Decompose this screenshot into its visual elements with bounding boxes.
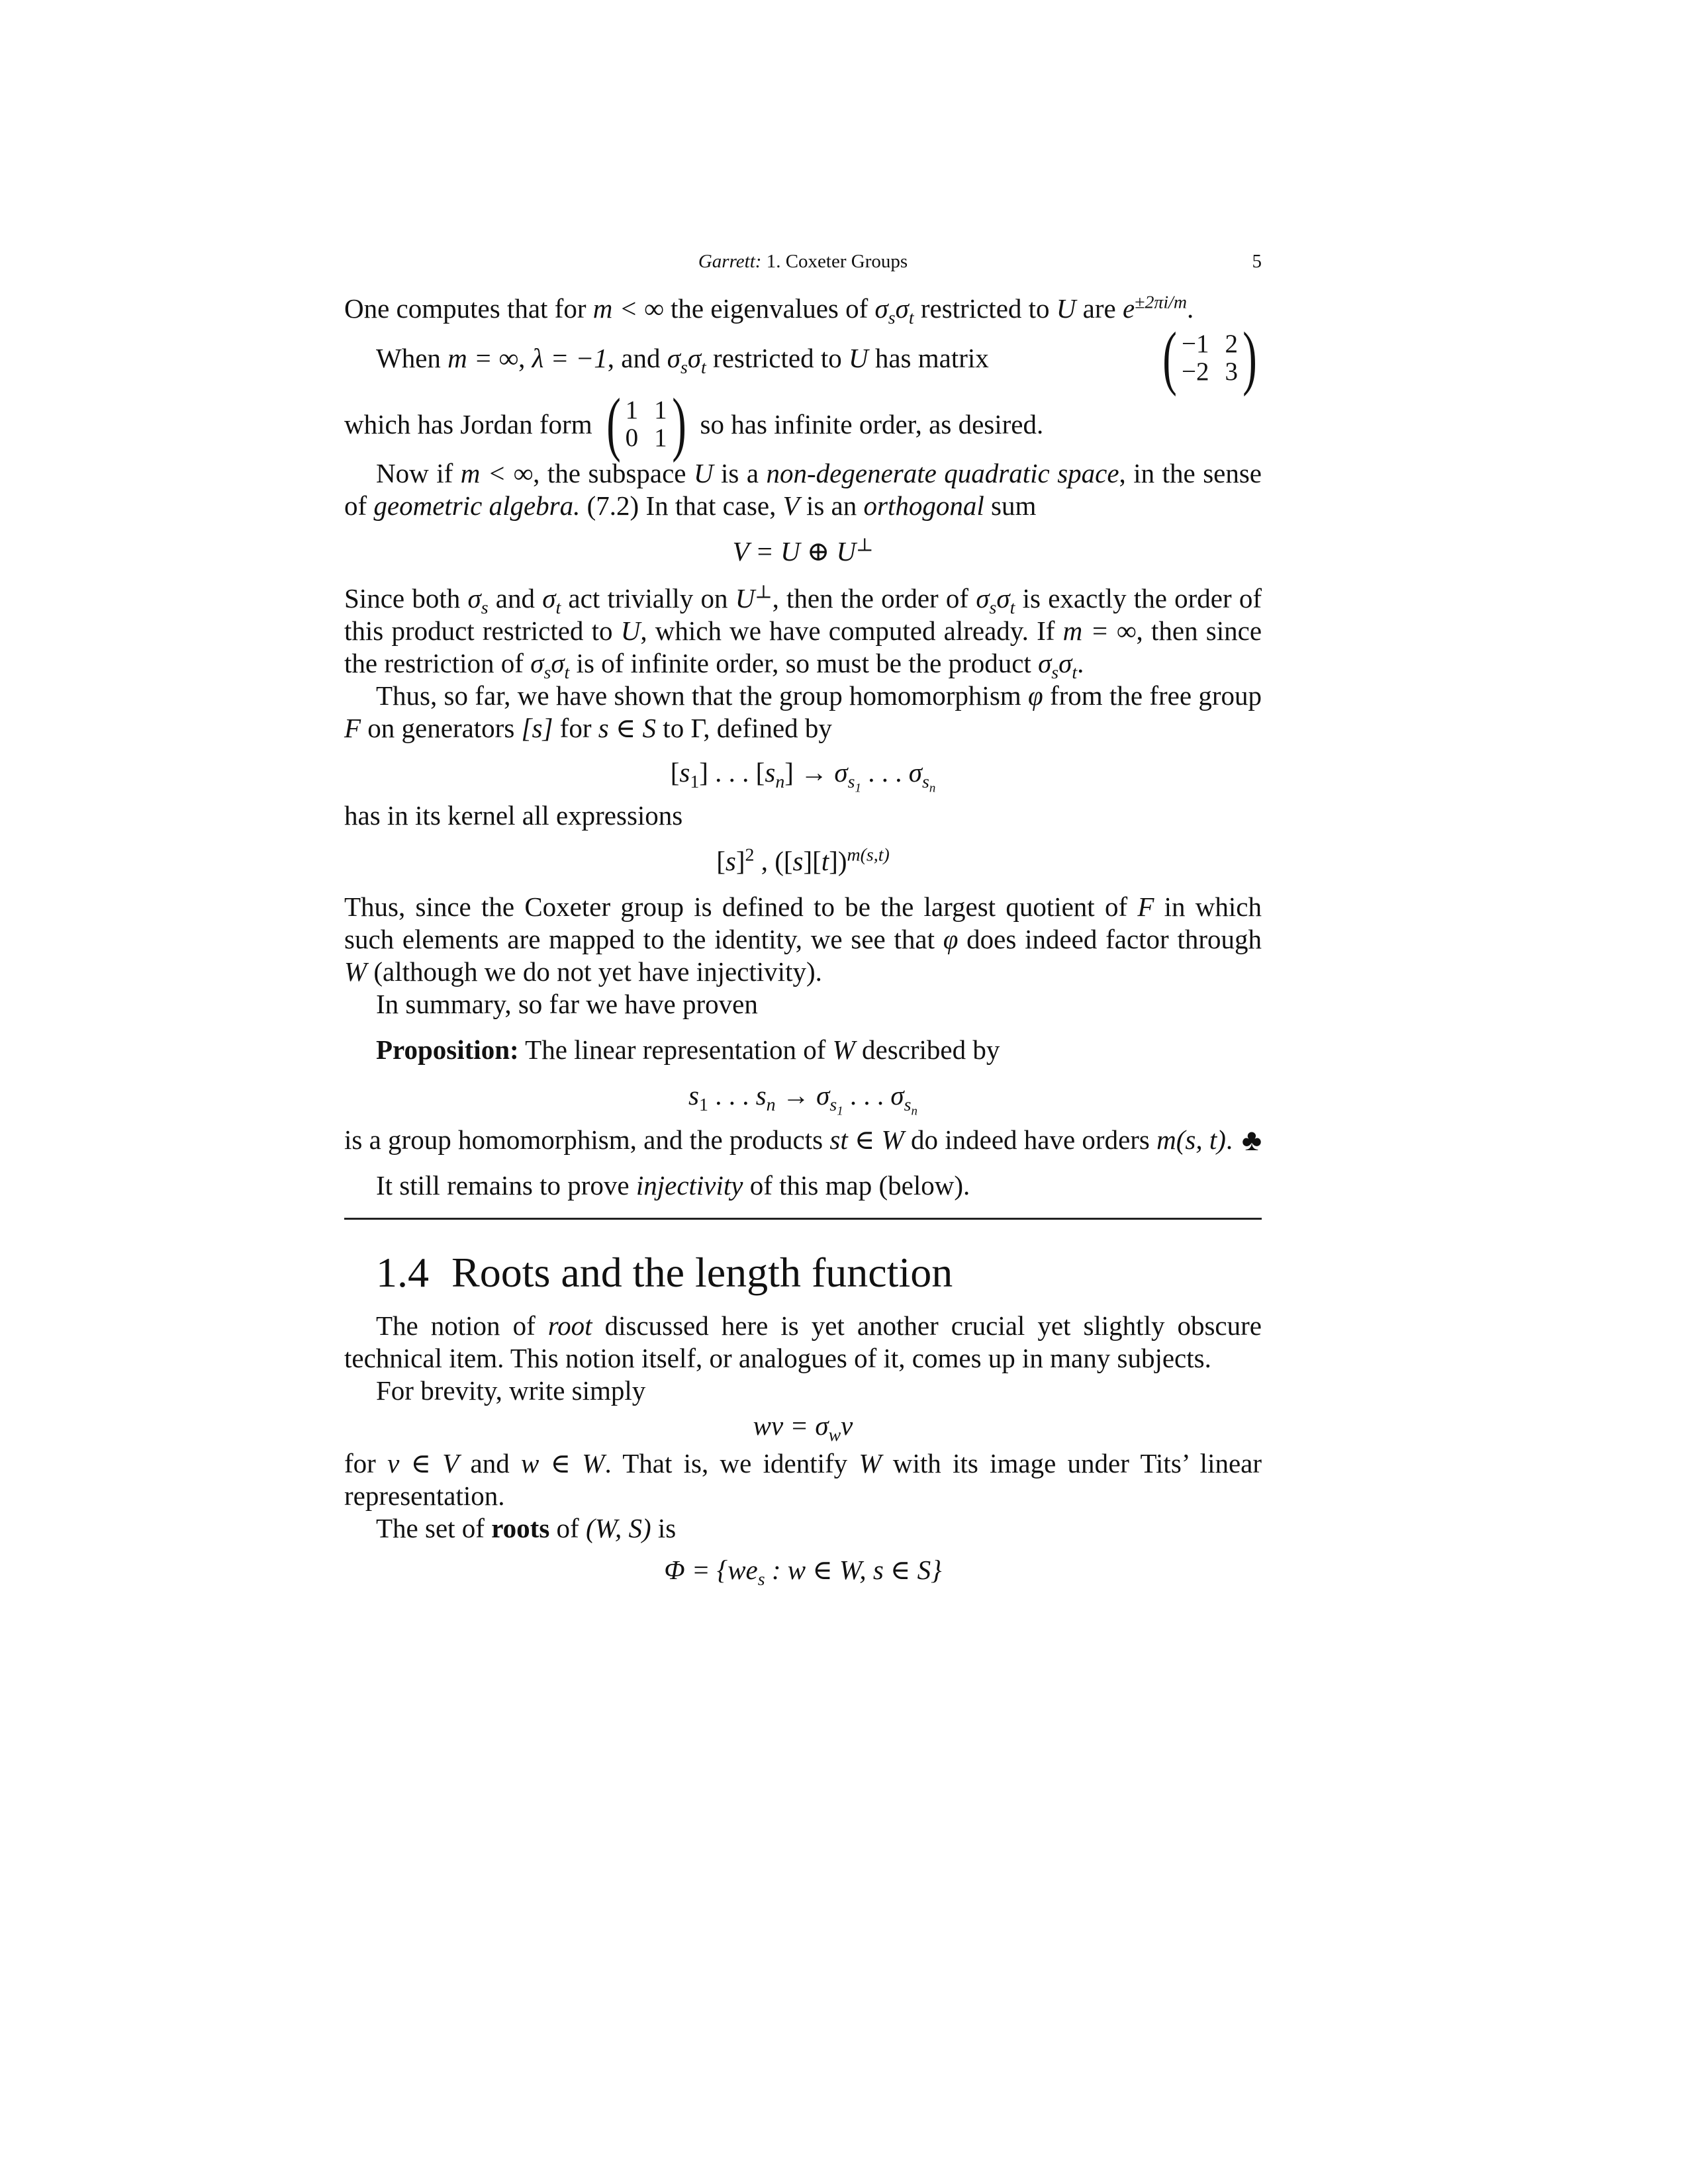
equation-representation: $s_1$ . . . $s_n \to \sigma_{s_1}$ . . . $\sigma_{s_n}$ (688, 1080, 917, 1118)
matrix-entry: 2 (1225, 330, 1239, 358)
matrix-entry: −1 (1182, 330, 1209, 358)
matrix-entry: 1 (654, 424, 667, 452)
proposition-label: Proposition: (376, 1034, 519, 1065)
paragraph-injectivity: It still remains to prove injectivity of this map (below). (376, 1170, 970, 1201)
paragraph-brevity: For brevity, write simply (376, 1375, 646, 1406)
equation-kernel-expressions: $[s]^2$ , $([s][t])^{m(s,t)}$ (716, 844, 890, 876)
paragraph-roots-definition: The set of roots of (W, S) is (376, 1513, 677, 1543)
paper-page (344, 245, 1262, 1590)
equation-action: wv = $\sigma_wv$ (753, 1410, 853, 1446)
proposition: Proposition: The linear representation of W described by (376, 1034, 1000, 1065)
running-head (344, 245, 1262, 278)
equation-roots-set: $\Phi = \{we_s$ : w ∈ W, s ∈ S} (664, 1555, 942, 1590)
paragraph-subspace: Now if m < ∞, the subspace U is a non-degenerate quadratic space, in the sense of geometric algebra. (7.2) In that case, V is an orthogonal sum (344, 458, 1262, 521)
paragraph-eigenvalues: One computes that for m < ∞ the eigenvalues of $\sigma_s\sigma_t$ restricted to U are $e^{\pm 2\pi i/m}$. (344, 292, 1194, 329)
matrix-entry: 0 (625, 424, 639, 452)
matrix-entry: 3 (1225, 357, 1239, 386)
paragraph-identification: for v ∈ V and w ∈ W. That is, we identify W with its image under Tits’ linear representation. (344, 1448, 1262, 1511)
paragraph-quotient: Thus, since the Coxeter group is defined to be the largest quotient of F in which such elements are mapped to the identity, we see that φ does indeed factor through W (although we do not yet have injectivity). (344, 891, 1262, 987)
left-paren: ( (1162, 318, 1177, 397)
paragraph-jordan-form: which has Jordan form ( 1 1 0 1 ) so has infinite order, as desired. (344, 385, 1044, 463)
section-title: Roots and the length function (451, 1249, 953, 1296)
paragraph-trivial-action: Since both $\sigma_s$ and $\sigma_t$ act trivially on U⊥, then the order of $\sigma_s\sigma_t$ is exactly the order of this product restricted to U, which we have computed already. If m = ∞, then since the restriction of $\sigma_s\sigma_t$ is of infinite order, so must be the product $\sigma_s\sigma_t$. (344, 582, 1262, 684)
page-number: 5 (1252, 251, 1262, 272)
section-heading (376, 1246, 1262, 1299)
paragraph-m-infinite: When m = ∞, λ = −1, and $\sigma_s\sigma_t$ restricted to U has matrix ( −1 2 −2 3 ) (344, 325, 1262, 391)
equation-orthogonal-sum: V = U ⊕ U⊥ (732, 535, 874, 567)
matrix-entry: 1 (625, 396, 639, 424)
matrix-jordan (602, 385, 691, 463)
paragraph-kernel: has in its kernel all expressions (344, 800, 683, 831)
club-icon: ♣ (1241, 1123, 1262, 1157)
paragraph-summary: In summary, so far we have proven (376, 989, 758, 1019)
section-number: 1.4 (376, 1249, 429, 1296)
paragraph-root-notion: The notion of root discussed here is yet another crucial yet slightly obscure technical item. This notion itself, or analogues of it, comes up in many subjects. (344, 1310, 1262, 1373)
right-paren: ) (1243, 318, 1257, 397)
matrix-U (1158, 318, 1262, 397)
equation-homomorphism: $[s_1]$ . . . $[s_n] \to \sigma_{s_1}$ . . . $\sigma_{s_n}$ (670, 757, 936, 796)
matrix-entry: −2 (1182, 357, 1209, 386)
paragraph-group-homomorphism: is a group homomorphism, and the products st ∈ W do indeed have orders m(s, t). ♣ (344, 1123, 1262, 1157)
running-head-title (344, 245, 1262, 278)
matrix-entry: 1 (654, 396, 667, 424)
left-paren: ( (606, 385, 621, 463)
section-divider (344, 1218, 1262, 1220)
paragraph-free-group: Thus, so far, we have shown that the group homomorphism φ from the free group F on generators [s] for s ∈ S to Γ, defined by (344, 680, 1262, 743)
chapter-title: 1. Coxeter Groups (766, 251, 908, 272)
right-paren: ) (671, 385, 686, 463)
author: Garrett: (698, 251, 762, 272)
